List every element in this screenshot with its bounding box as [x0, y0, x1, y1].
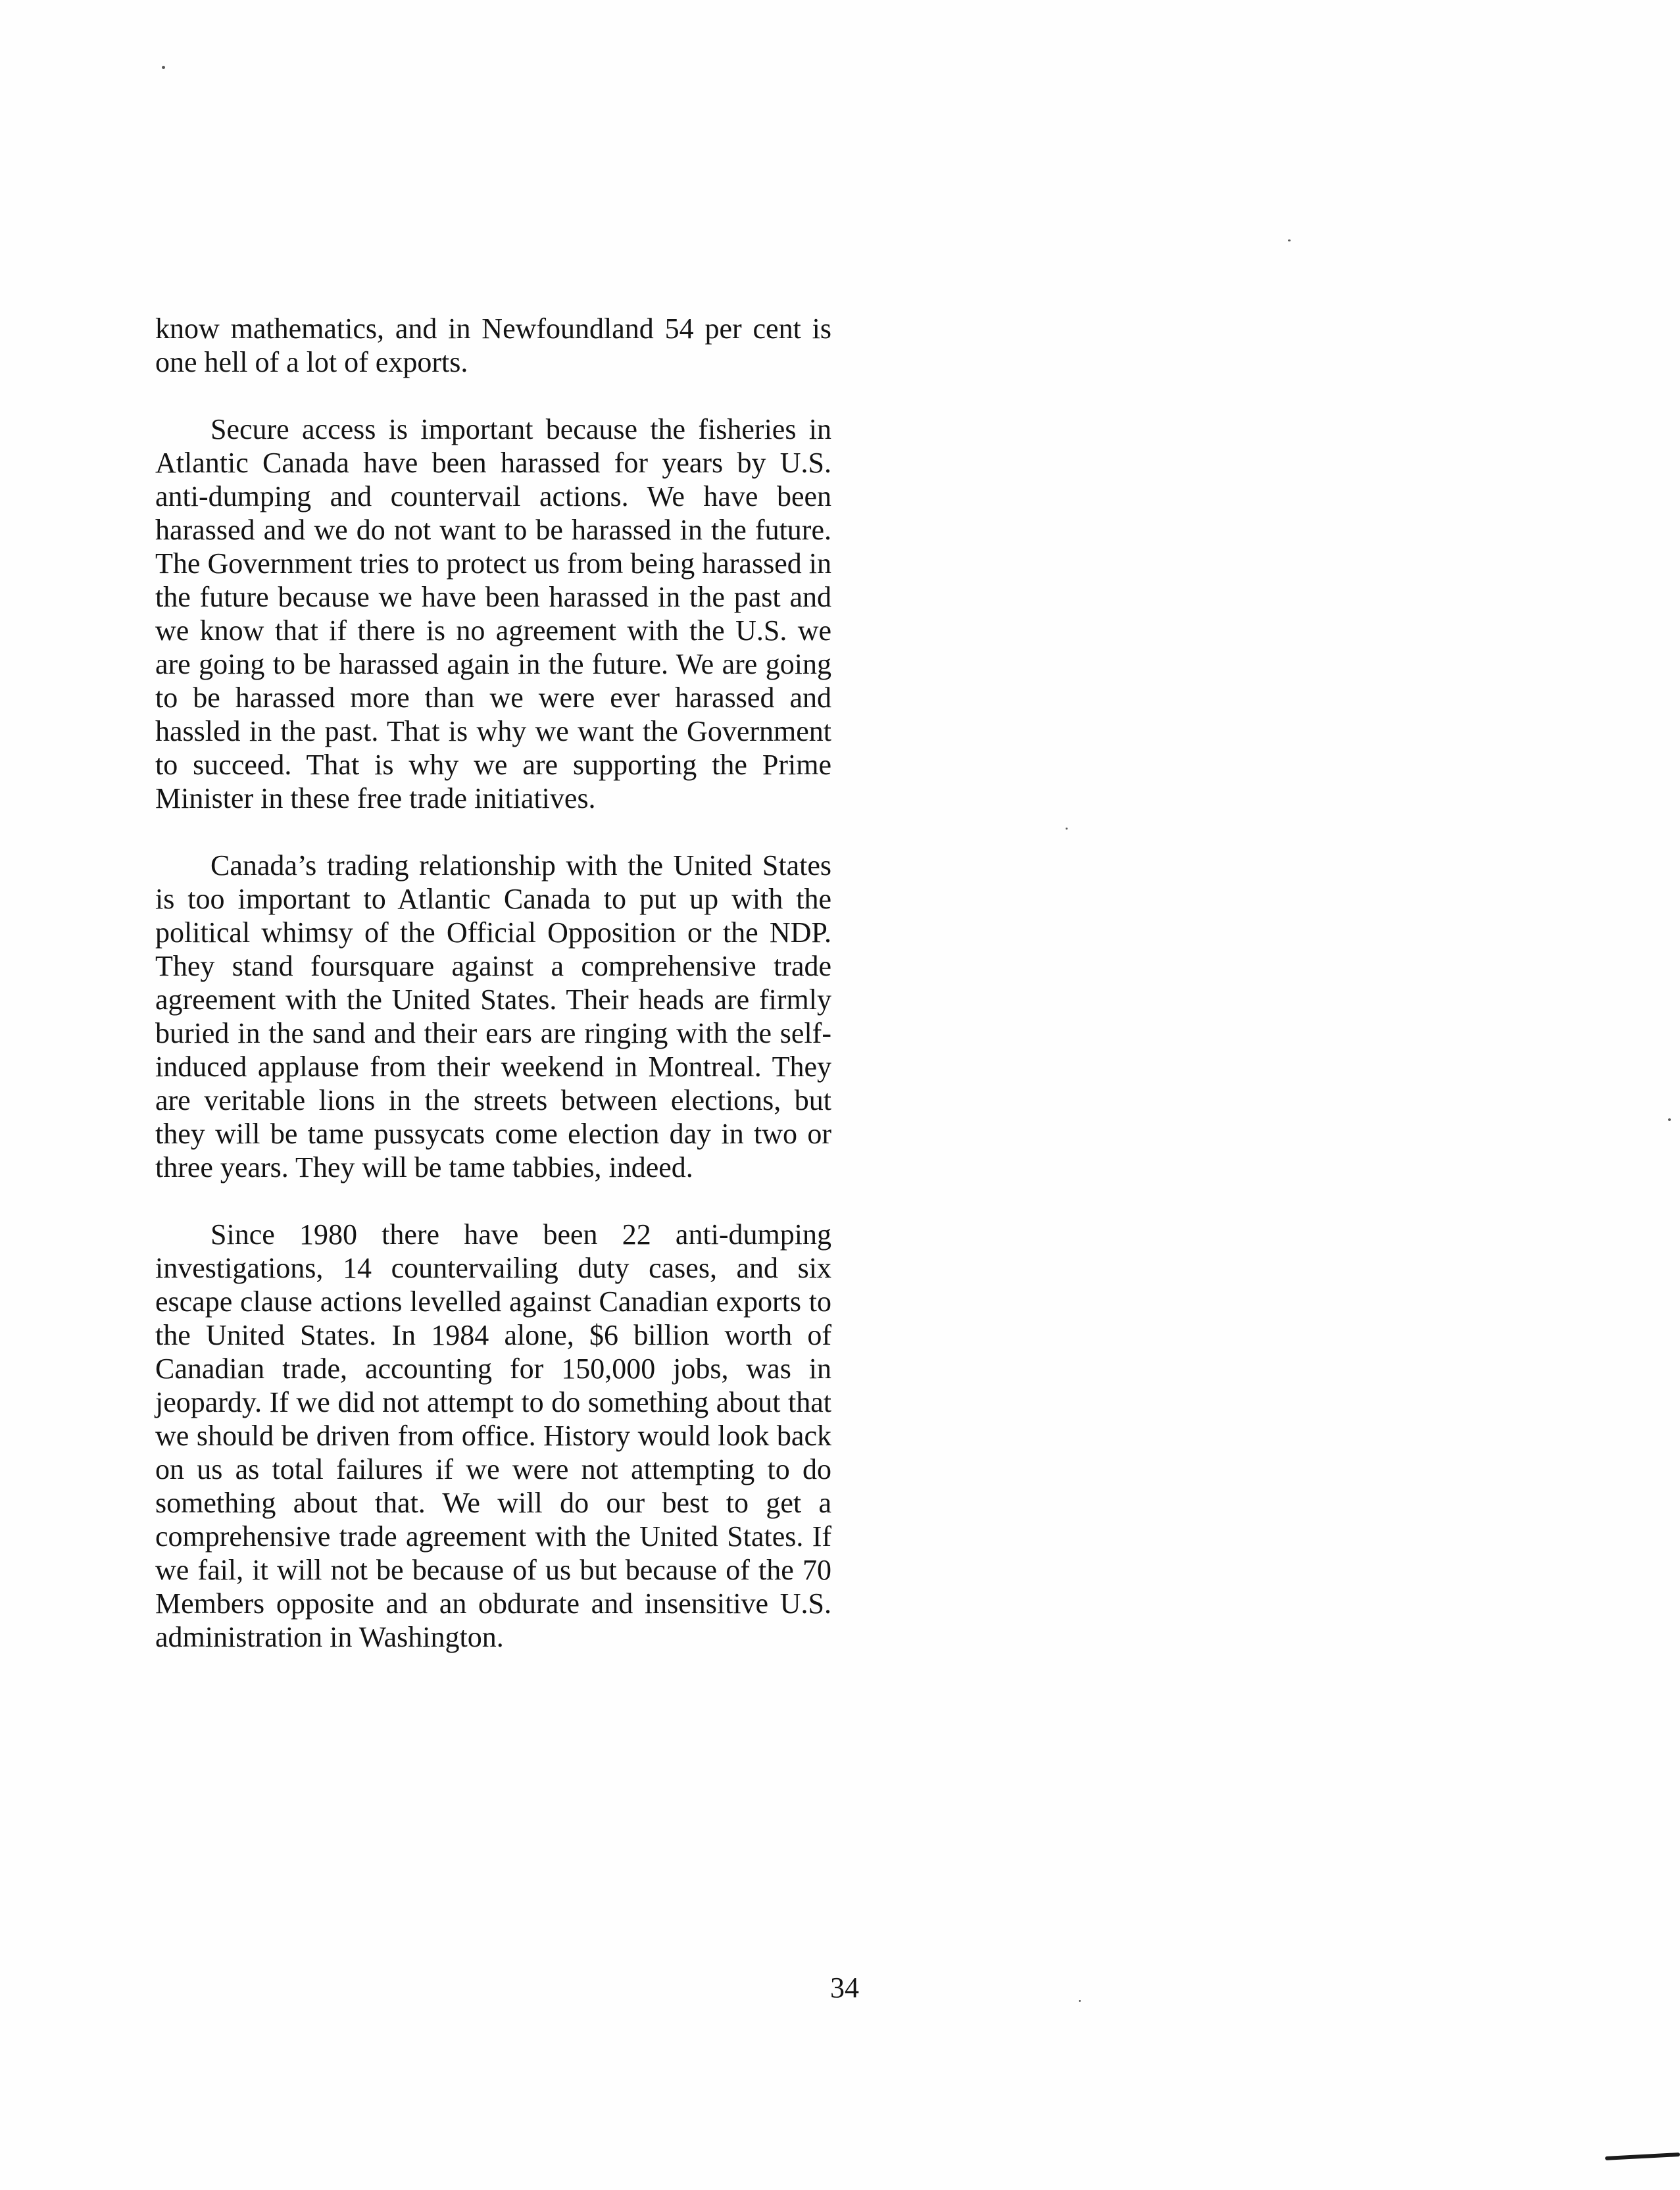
scan-edge-mark — [1605, 2153, 1680, 2160]
page-number: 34 — [830, 1972, 859, 2004]
paragraph-continuation: know mathematics, and in Newfoundland 54 per cent is one hell of a lot of exports. — [155, 312, 831, 378]
scan-speck — [1668, 1118, 1671, 1121]
scan-speck — [1288, 239, 1291, 241]
scan-speck — [1066, 828, 1068, 830]
text-column — [155, 312, 831, 1654]
paragraph-secure-access: Secure access is important because the fisheries in Atlantic Canada have been harassed for years by U.S. anti-dumping and countervail actions. We have been harassed and we do not want to be harassed in the future. The Government tries to protect us from being harassed in the future because we have been harassed in the past and we know that if there is no agreement with the U.S. we are going to be harassed again in the future. We are going to be harassed more than we were ever harassed and hassled in the past. That is why we want the Government to succeed. That is why we are supporting the Prime Minister in these free trade initiatives. — [155, 413, 831, 814]
paragraph-trading-relationship: Canada’s trading relationship with the United States is too important to Atlantic Canada to put up with the political whimsy of the Official Opposition or the NDP. They stand foursquare against a comprehensive trade agreement with the United States. Their heads are firmly buried in the sand and their ears are ringing with the self-induced applause from their weekend in Montreal. They are veritable lions in the streets between elections, but they will be tame pussycats come election day in two or three years. They will be tame tabbies, indeed. — [155, 849, 831, 1183]
scan-speck — [1079, 2000, 1081, 2002]
scan-speck — [162, 66, 165, 69]
paragraph-since-1980: Since 1980 there have been 22 anti-dumping investigations, 14 countervailing duty cases, and six escape clause actions levelled against Canadian exports to the United States. In 1984 alone, $6 billion worth of Canadian trade, accounting for 150,000 jobs, was in jeopardy. If we did not attempt to do something about that we should be driven from office. History would look back on us as total failures if we were not attempting to do something about that. We will do our best to get a comprehensive trade agreement with the United States. If we fail, it will not be because of us but because of the 70 Members opposite and an obdurate and insensitive U.S. administration in Washington. — [155, 1218, 831, 1653]
